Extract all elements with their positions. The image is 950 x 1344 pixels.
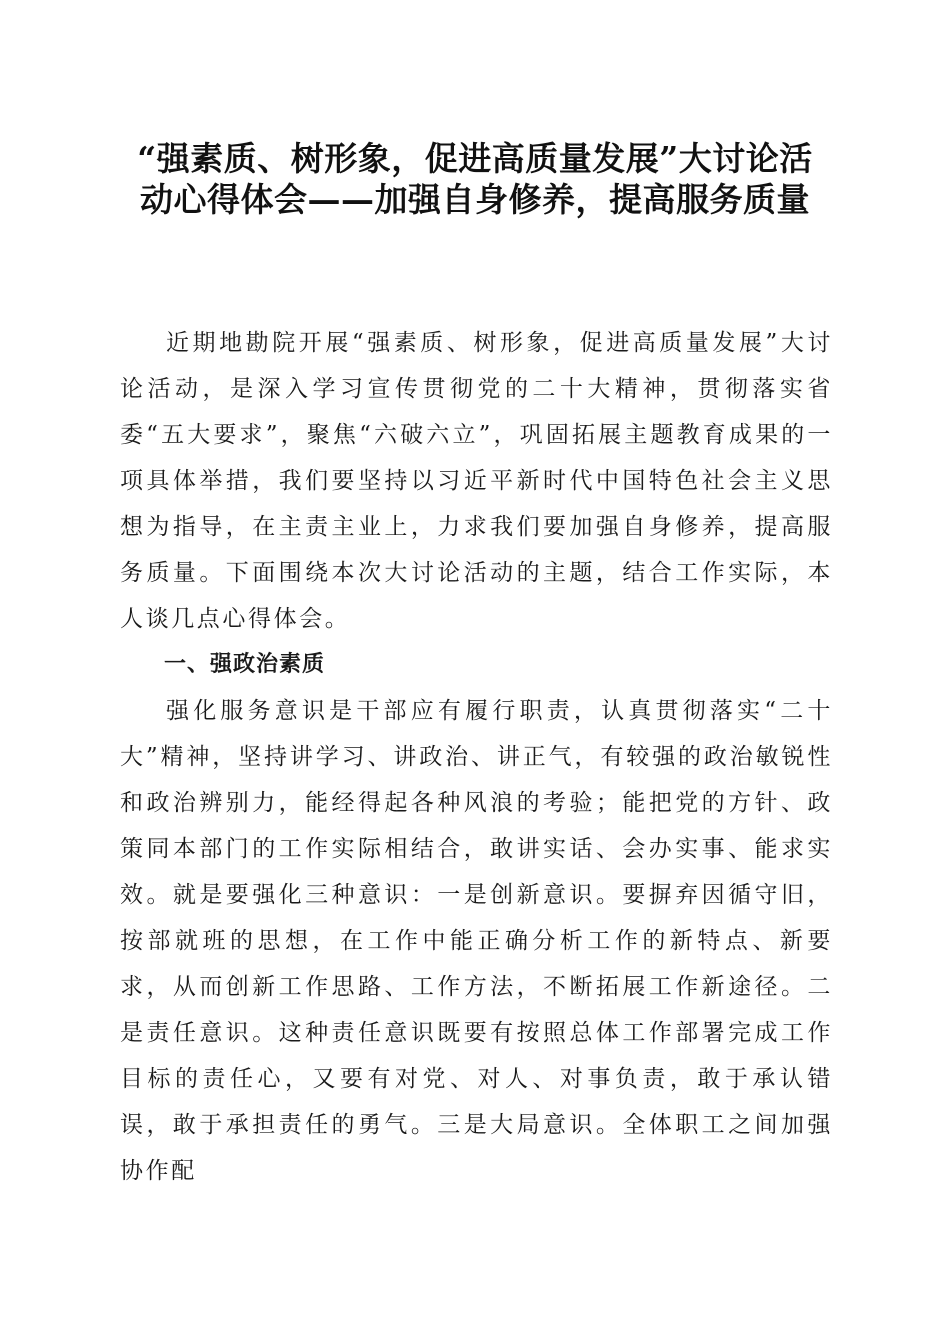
section-heading: 一、强政治素质 <box>164 652 326 677</box>
document-title: “强素质、树形象，促进高质量发展”大讨论活动心得体会——加强自身修养，提高服务质量 <box>137 139 813 219</box>
document-body <box>120 320 833 1194</box>
intro-paragraph: 近期地勘院开展“强素质、树形象，促进高质量发展”大讨论活动，是深入学习宣传贯彻党的二十大精神，贯彻落实省委“五大要求”，聚焦“六破六立”，巩固拓展主题教育成果的一项具体举措，我们要坚持以习近平新时代中国特色社会主义思想为指导，在主责主业上，力求我们要加强自身修养，提高服务质量。下面围绕本次大讨论活动的主题，结合工作实际，本人谈几点心得体会。 <box>120 330 833 632</box>
section-paragraph: 强化服务意识是干部应有履行职责，认真贯彻落实“二十大”精神，坚持讲学习、讲政治、讲正气，有较强的政治敏锐性和政治辨别力，能经得起各种风浪的考验；能把党的方针、政策同本部门的工作实际相结合，敢讲实话、会办实事、能求实效。就是要强化三种意识：一是创新意识。要摒弃因循守旧，按部就班的思想，在工作中能正确分析工作的新特点、新要求，从而创新工作思路、工作方法，不断拓展工作新途径。二是责任意识。这种责任意识既要有按照总体工作部署完成工作目标的责任心，又要有对党、对人、对事负责，敢于承认错误，敢于承担责任的勇气。三是大局意识。全体职工之间加强协作配 <box>120 698 833 1184</box>
